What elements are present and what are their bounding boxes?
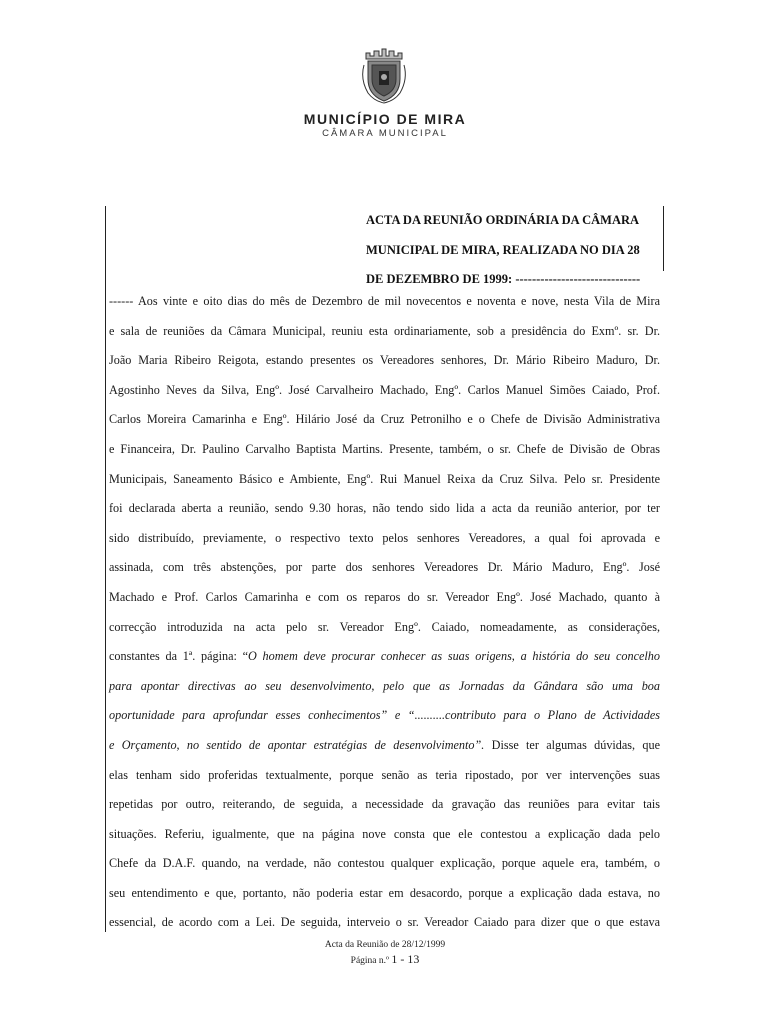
body-line: Carlos Moreira Camarinha e Engº. Hilário José da Cruz Petronilho e o Chefe de Divisão Administrativa (109, 412, 660, 427)
body-line: Agostinho Neves da Silva, Engº. José Carvalheiro Machado, Engº. Carlos Manuel Simões Caiado, Prof. (109, 382, 660, 397)
body-text: constantes da 1ª. página: “ (109, 649, 249, 664)
quoted-line: oportunidade para aprofundar esses conhecimentos” e “..........contributo para o Plano de Actividades (109, 708, 660, 723)
body-line (109, 642, 660, 672)
body-line: foi declarada aberta a reunião, sendo 9.30 horas, não tendo sido lida a acta da reunião anterior, por ter (109, 501, 660, 516)
body-text: Disse ter algumas dúvidas, que (484, 737, 660, 752)
body-line: situações. Referiu, igualmente, que na página nove consta que ele contestou a explicação dada pelo (109, 826, 660, 841)
page-label: Página n.º (350, 956, 389, 966)
body-line (109, 731, 660, 761)
body-line: ------ Aos vinte e oito dias do mês de Dezembro de mil novecentos e noventa e nove, nesta Vila de Mira (109, 294, 660, 308)
heading-line-2: MUNICIPAL DE MIRA, REALIZADA NO DIA 28 (366, 242, 640, 257)
body-line: seu entendimento e que, portanto, não poderia estar em desacordo, porque a explicação dada estava, no (109, 885, 660, 900)
quoted-text: e Orçamento, no sentido de apontar estratégias de desenvolvimento”. (109, 737, 485, 752)
quoted-text: O homem deve procurar conhecer as suas origens, a história do seu concelho (248, 649, 660, 664)
footer-meeting-date: Acta da Reunião de 28/12/1999 (324, 940, 446, 950)
left-margin-rule (105, 206, 106, 932)
body-line: assinada, com três abstenções, por parte dos senhores Vereadores Dr. Mário Maduro, Engº. José (109, 560, 660, 575)
municipality-title: MUNICÍPIO DE MIRA (303, 111, 467, 127)
municipal-crest-logo (358, 45, 410, 107)
body-line: sido distribuído, previamente, o respectivo texto pelos senhores Vereadores, a qual foi aprovada e (109, 530, 660, 545)
heading-line-1: ACTA DA REUNIÃO ORDINÁRIA DA CÂMARA (366, 213, 640, 227)
footer-page-number (0, 952, 770, 967)
body-line: elas tenham sido proferidas textualmente, porque senão as teria ripostado, por ver intervenções suas (109, 767, 660, 782)
body-line: Machado e Prof. Carlos Camarinha e com os reparos do sr. Vereador Engº. José Machado, quanto à (109, 589, 660, 604)
heading-line-3: DE DEZEMBRO DE 1999: ------------------------------ (366, 272, 641, 286)
body-line: correcção introduzida na acta pelo sr. Vereador Engº. Caiado, nomeadamente, as considerações, (109, 619, 660, 634)
page-value: 1 - 13 (391, 952, 420, 966)
minutes-body (109, 287, 660, 938)
municipality-subtitle: CÂMARA MUNICIPAL (322, 128, 448, 139)
document-heading (366, 206, 662, 295)
body-line: e sala de reuniões da Câmara Municipal, reuniu esta ordinariamente, sob a presidência do Exmº. sr. Dr. (109, 323, 660, 338)
heading-right-rule (663, 206, 664, 271)
body-line: e Financeira, Dr. Paulino Carvalho Baptista Martins. Presente, também, o sr. Chefe de Divisão de Obras (109, 441, 660, 456)
body-line: João Maria Ribeiro Reigota, estando presentes os Vereadores senhores, Dr. Mário Ribeiro Maduro, Dr. (109, 353, 660, 368)
body-line: Chefe da D.A.F. quando, na verdade, não contestou qualquer explicação, porque aquele era, também, o (109, 856, 660, 871)
body-line: Municipais, Saneamento Básico e Ambiente, Engº. Rui Manuel Reixa da Cruz Silva. Pelo sr. Presidente (109, 471, 660, 486)
body-line: essencial, de acordo com a Lei. De seguida, interveio o sr. Vereador Caiado para dizer que o que estava (109, 915, 660, 930)
quoted-line: para apontar directivas ao seu desenvolvimento, pelo que as Jornadas da Gândara são uma boa (109, 678, 660, 693)
body-line: repetidas por outro, reiterando, de seguida, a necessidade da gravação das reuniões para evitar tais (109, 797, 660, 812)
